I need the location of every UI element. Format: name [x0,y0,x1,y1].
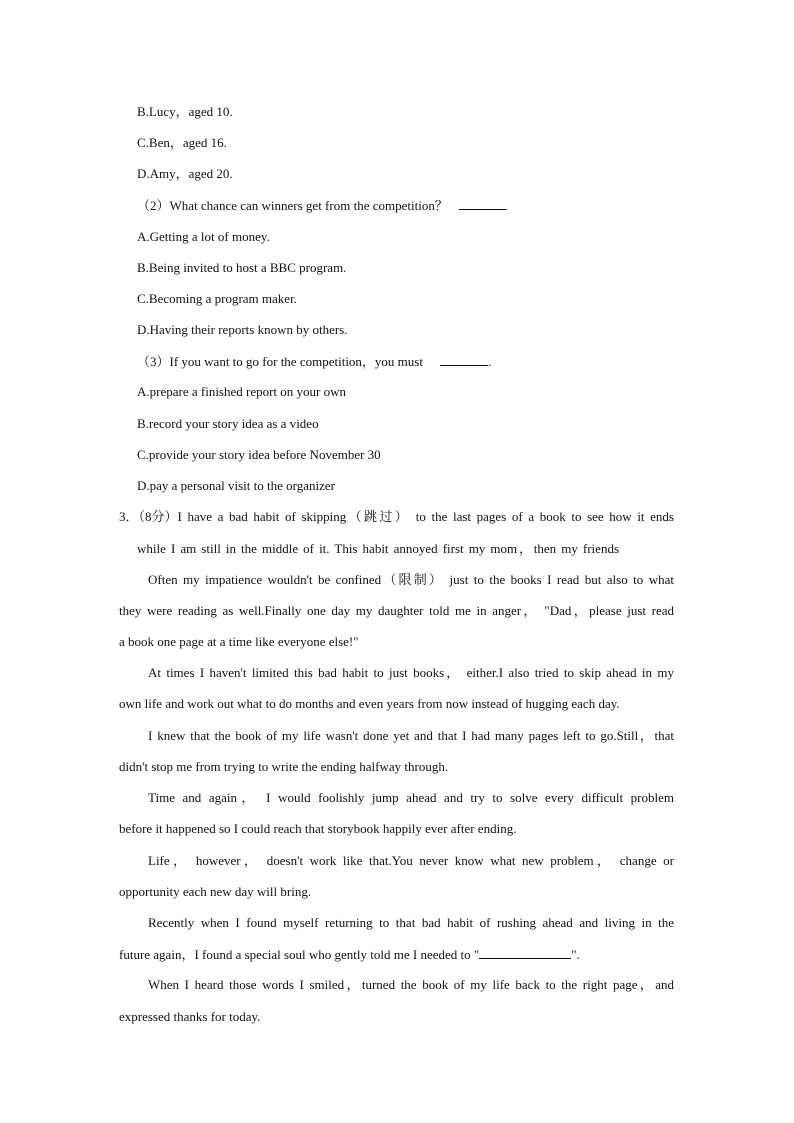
q3-line-1: I have a bad habit of skipping（跳过） to the last pages of a book to see how it ends [177,509,674,524]
q3-number: 3．（8分） [119,509,178,524]
q2-1-option-c: C.Ben，aged 16. [137,135,227,150]
q3-line-5: a book one page at a time like everyone else!" [119,634,359,649]
q2-1-option-b: B.Lucy，aged 10. [137,104,233,119]
q2-2-option-a: A.Getting a lot of money. [137,229,270,244]
answer-blank [479,946,571,959]
q3-line-6: At times I haven't limited this bad habit to just books， either.I also tried to skip ahead in my [148,665,674,680]
q3-line-12: Life， however， doesn't work like that.You never know what new problem， change or [148,853,674,868]
q3-first-line [119,509,674,525]
answer-blank [459,197,507,210]
q3-line-14: Recently when I found myself returning to that bad habit of rushing ahead and living in the [148,915,674,930]
q2-3-stem-end: . [488,354,492,369]
q2-2-stem-text: （2）What chance can winners get from the competition？ [137,198,448,213]
answer-blank [440,353,488,366]
q3-line-4: they were reading as well.Finally one day my daughter told me in anger， "Dad，please just read [119,603,674,618]
q3-line-8: I knew that the book of my life wasn't done yet and that I had many pages left to go.Still，that [148,728,674,743]
q2-1-option-d: D.Amy，aged 20. [137,166,233,181]
q3-line-3: Often my impatience wouldn't be confined（限制） just to the books I read but also to what [148,572,674,587]
q3-line-11: before it happened so I could reach that storybook happily ever after ending. [119,821,517,836]
q2-3-stem-text: （3）If you want to go for the competition，you must [137,354,423,369]
q3-line-2: while I am still in the middle of it. This habit annoyed first my mom，then my friends [137,541,619,556]
q3-line-9: didn't stop me from trying to write the ending halfway through. [119,759,449,774]
q3-line-15-text: future again，I found a special soul who gently told me I needed to " [119,947,480,962]
q2-3-option-b: B.record your story idea as a video [137,416,319,431]
q2-2-option-b: B.Being invited to host a BBC program. [137,260,347,275]
q2-2-option-d: D.Having their reports known by others. [137,322,348,337]
q2-3-stem [137,353,491,370]
q2-2-option-c: C.Becoming a program maker. [137,291,297,306]
q3-line-13: opportunity each new day will bring. [119,884,312,899]
q3-line-10: Time and again， I would foolishly jump ahead and try to solve every difficult problem [148,790,674,805]
q3-line-16: When I heard those words I smiled，turned the book of my life back to the right page，and [148,977,674,992]
q2-3-option-c: C.provide your story idea before November 30 [137,447,381,462]
q3-line-15 [119,946,580,963]
q3-line-17: expressed thanks for today. [119,1009,261,1024]
q2-3-option-a: A.prepare a finished report on your own [137,384,347,399]
q3-line-15-end: ". [571,947,580,962]
q2-3-option-d: D.pay a personal visit to the organizer [137,478,335,493]
q3-line-7: own life and work out what to do months and even years from now instead of hugging each day. [119,696,620,711]
q2-2-stem [137,197,507,214]
